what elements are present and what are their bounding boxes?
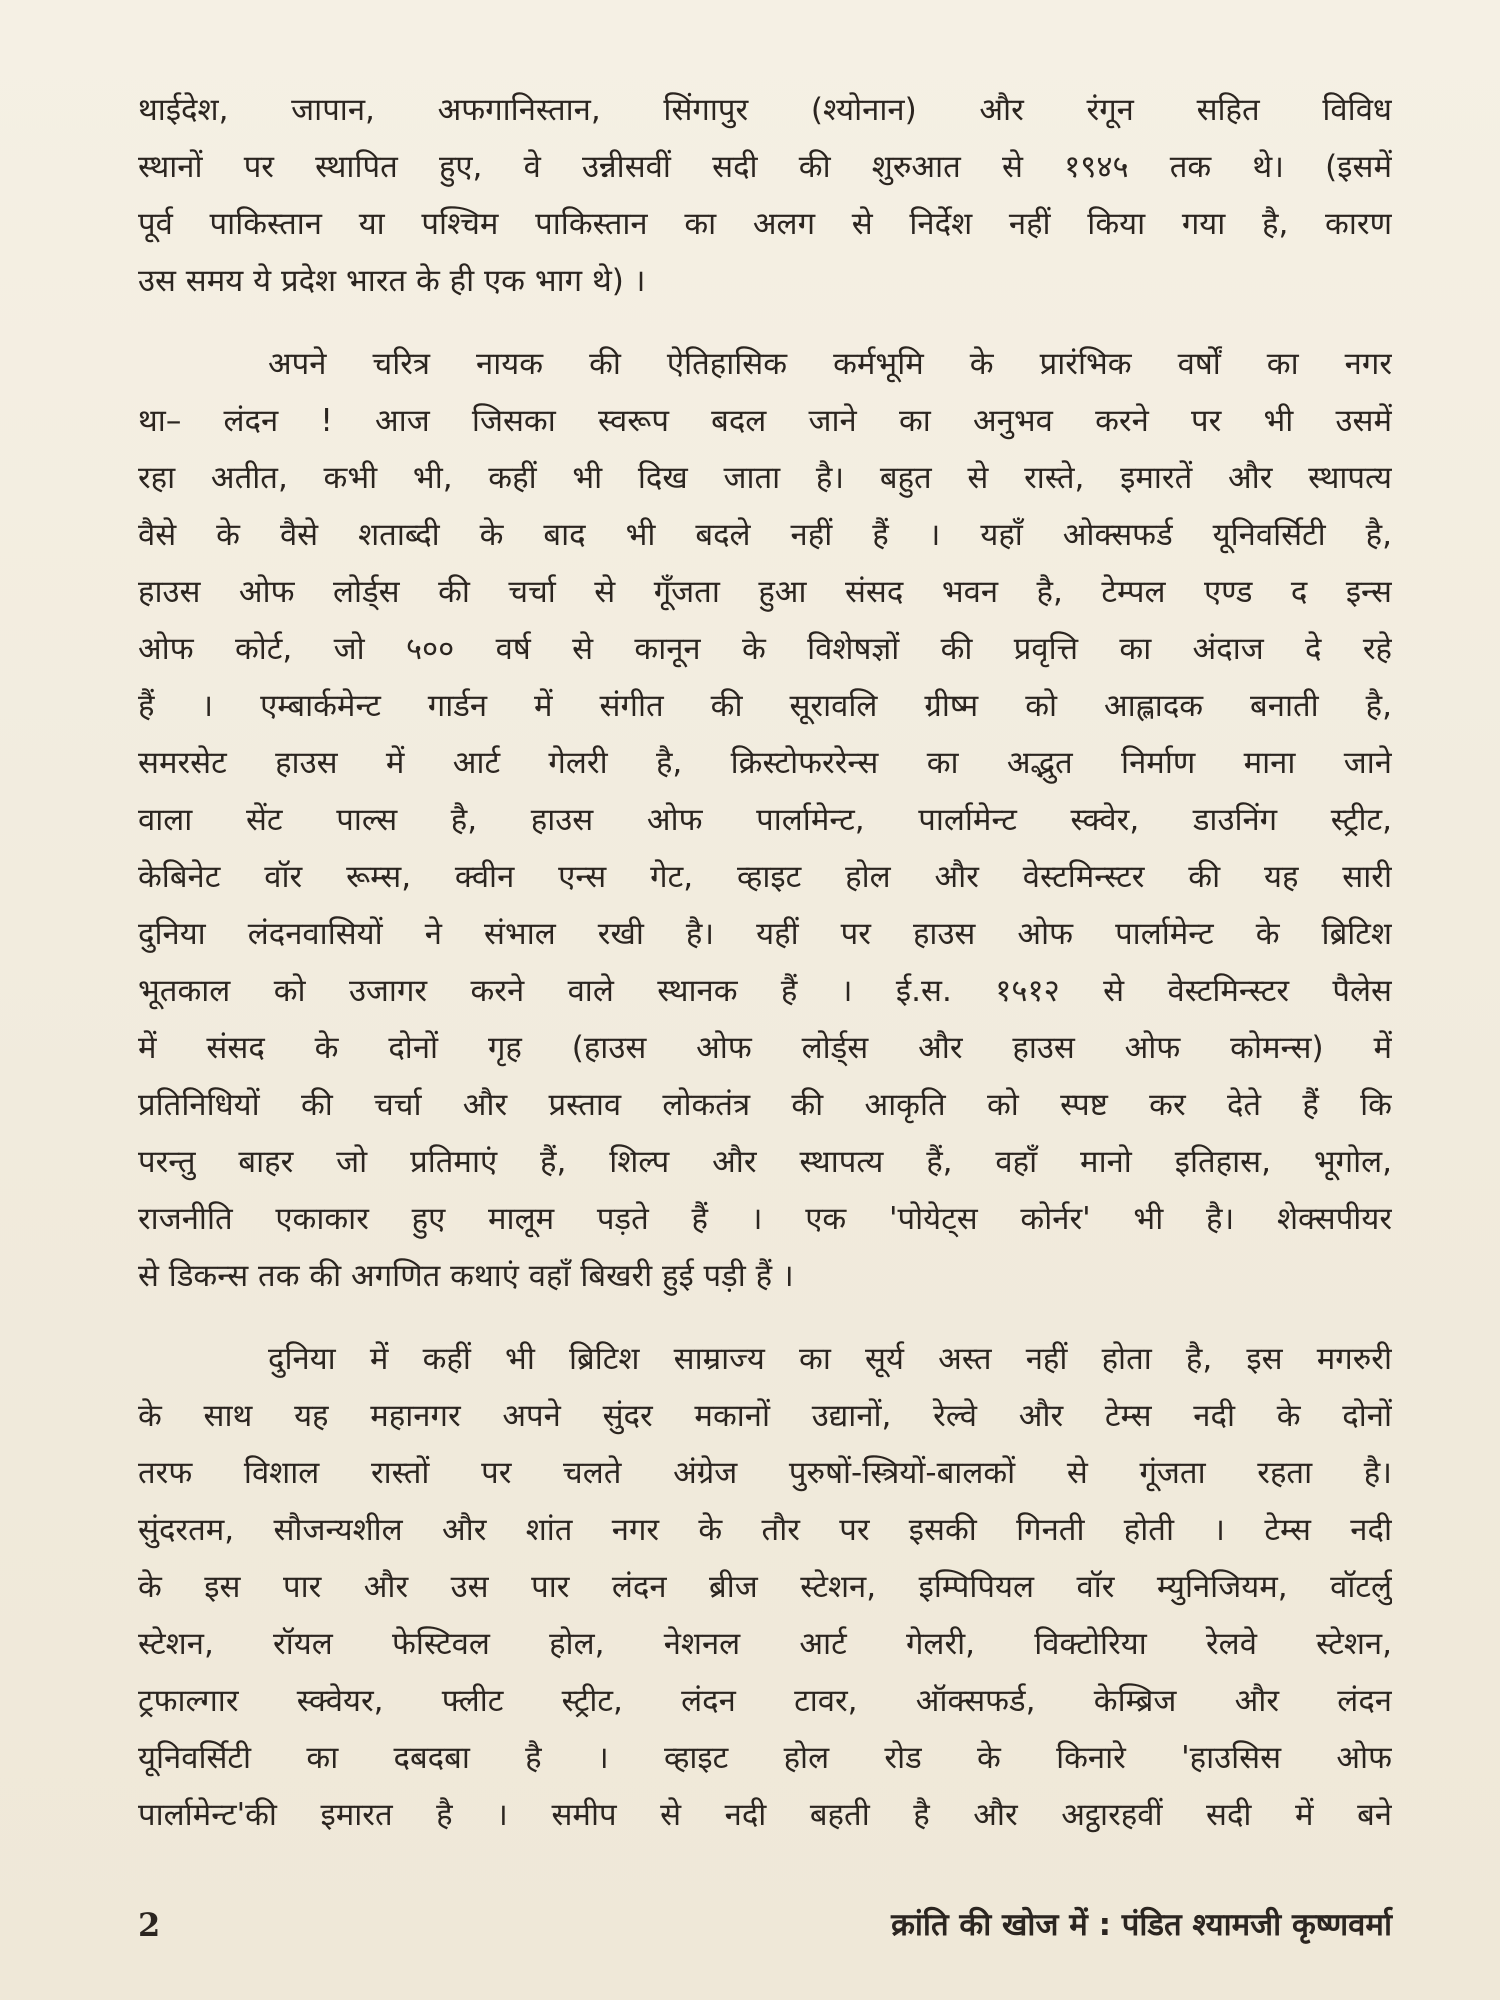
text-line: से डिकन्स तक की अगणित कथाएं वहाँ बिखरी हुई पड़ी हैं । [138,1258,794,1294]
text-line: पार्लामेन्ट'की इमारत है । समीप से नदी बहती है और अट्ठारहवीं सदी में बने [138,1797,1392,1833]
text-line: भूतकाल को उजागर करने वाले स्थानक हैं । ई.स. १५१२ से वेस्टमिन्स्टर पैलेस [138,973,1392,1009]
text-line: यूनिवर्सिटी का दबदबा है । व्हाइट होल रोड के किनारे 'हाउसिस ओफ [138,1740,1392,1776]
paragraph-3 [138,1331,1392,1844]
page-number: 2 [138,1906,161,1944]
running-title: क्रांति की खोज में : पंडित श्यामजी कृष्णवर्मा [891,1907,1392,1943]
text-line: में संसद के दोनों गृह (हाउस ओफ लोर्ड्स और हाउस ओफ कोमन्स) में [138,1030,1392,1066]
text-line: प्रतिनिधियों की चर्चा और प्रस्ताव लोकतंत्र की आकृति को स्पष्ट कर देते हैं कि [138,1087,1392,1123]
text-line: परन्तु बाहर जो प्रतिमाएं हैं, शिल्प और स्थापत्य हैं, वहाँ मानो इतिहास, भूगोल, [138,1144,1392,1180]
text-line: थाईदेश, जापान, अफगानिस्तान, सिंगापुर (श्योनान) और रंगून सहित विविध [138,92,1392,128]
text-line: समरसेट हाउस में आर्ट गेलरी है, क्रिस्टोफररेन्स का अद्भुत निर्माण माना जाने [138,745,1392,781]
body-text [138,82,1392,1844]
text-line: वाला सेंट पाल्स है, हाउस ओफ पार्लामेन्ट, पार्लामेन्ट स्क्वेर, डाउनिंग स्ट्रीट, [138,802,1392,838]
text-line: के साथ यह महानगर अपने सुंदर मकानों उद्यानों, रेल्वे और टेम्स नदी के दोनों [138,1398,1392,1434]
text-line: स्थानों पर स्थापित हुए, वे उन्नीसवीं सदी की शुरुआत से १९४५ तक थे। (इसमें [138,149,1392,185]
page-footer [138,1900,1392,1950]
text-line: तरफ विशाल रास्तों पर चलते अंग्रेज पुरुषों-स्त्रियों-बालकों से गूंजता रहता है। [138,1455,1392,1491]
text-line: दुनिया लंदनवासियों ने संभाल रखी है। यहीं पर हाउस ओफ पार्लामेन्ट के ब्रिटिश [138,916,1392,952]
text-line: रहा अतीत, कभी भी, कहीं भी दिख जाता है। बहुत से रास्ते, इमारतें और स्थापत्य [138,460,1392,496]
text-line: उस समय ये प्रदेश भारत के ही एक भाग थे) । [138,263,646,299]
text-line: हैं । एम्बार्कमेन्ट गार्डन में संगीत की सूरावलि ग्रीष्म को आह्लादक बनाती है, [138,688,1392,724]
text-line: राजनीति एकाकार हुए मालूम पड़ते हैं । एक 'पोयेट्स कोर्नर' भी है। शेक्सपीयर [138,1201,1392,1237]
text-line: सुंदरतम, सौजन्यशील और शांत नगर के तौर पर इसकी गिनती होती । टेम्स नदी [138,1512,1392,1548]
text-line: हाउस ओफ लोर्ड्स की चर्चा से गूँजता हुआ संसद भवन है, टेम्पल एण्ड द इन्स [138,574,1392,610]
text-line: ओफ कोर्ट, जो ५०० वर्ष से कानून के विशेषज्ञों की प्रवृत्ति का अंदाज दे रहे [138,631,1392,667]
text-line: ट्रफाल्गार स्क्वेयर, फ्लीट स्ट्रीट, लंदन टावर, ऑक्सफर्ड, केम्ब्रिज और लंदन [138,1683,1392,1719]
paragraph-1 [138,82,1392,310]
text-line: वैसे के वैसे शताब्दी के बाद भी बदले नहीं हैं । यहाँ ओक्सफर्ड यूनिवर्सिटी है, [138,517,1392,553]
text-line: के इस पार और उस पार लंदन ब्रीज स्टेशन, इम्पिपियल वॉर म्युनिजियम, वॉटर्लु [138,1569,1392,1605]
text-line: पूर्व पाकिस्तान या पश्चिम पाकिस्तान का अलग से निर्देश नहीं किया गया है, कारण [138,206,1392,242]
paragraph-2 [138,336,1392,1305]
text-line: दुनिया में कहीं भी ब्रिटिश साम्राज्य का सूर्य अस्त नहीं होता है, इस मगरुरी [268,1341,1392,1377]
text-line: अपने चरित्र नायक की ऐतिहासिक कर्मभूमि के प्रारंभिक वर्षों का नगर [268,346,1392,382]
text-line: केबिनेट वॉर रूम्स, क्वीन एन्स गेट, व्हाइट होल और वेस्टमिन्स्टर की यह सारी [138,859,1392,895]
text-line: स्टेशन, रॉयल फेस्टिवल होल, नेशनल आर्ट गेलरी, विक्टोरिया रेलवे स्टेशन, [138,1626,1392,1662]
text-line: था– लंदन ! आज जिसका स्वरूप बदल जाने का अनुभव करने पर भी उसमें [138,403,1392,439]
